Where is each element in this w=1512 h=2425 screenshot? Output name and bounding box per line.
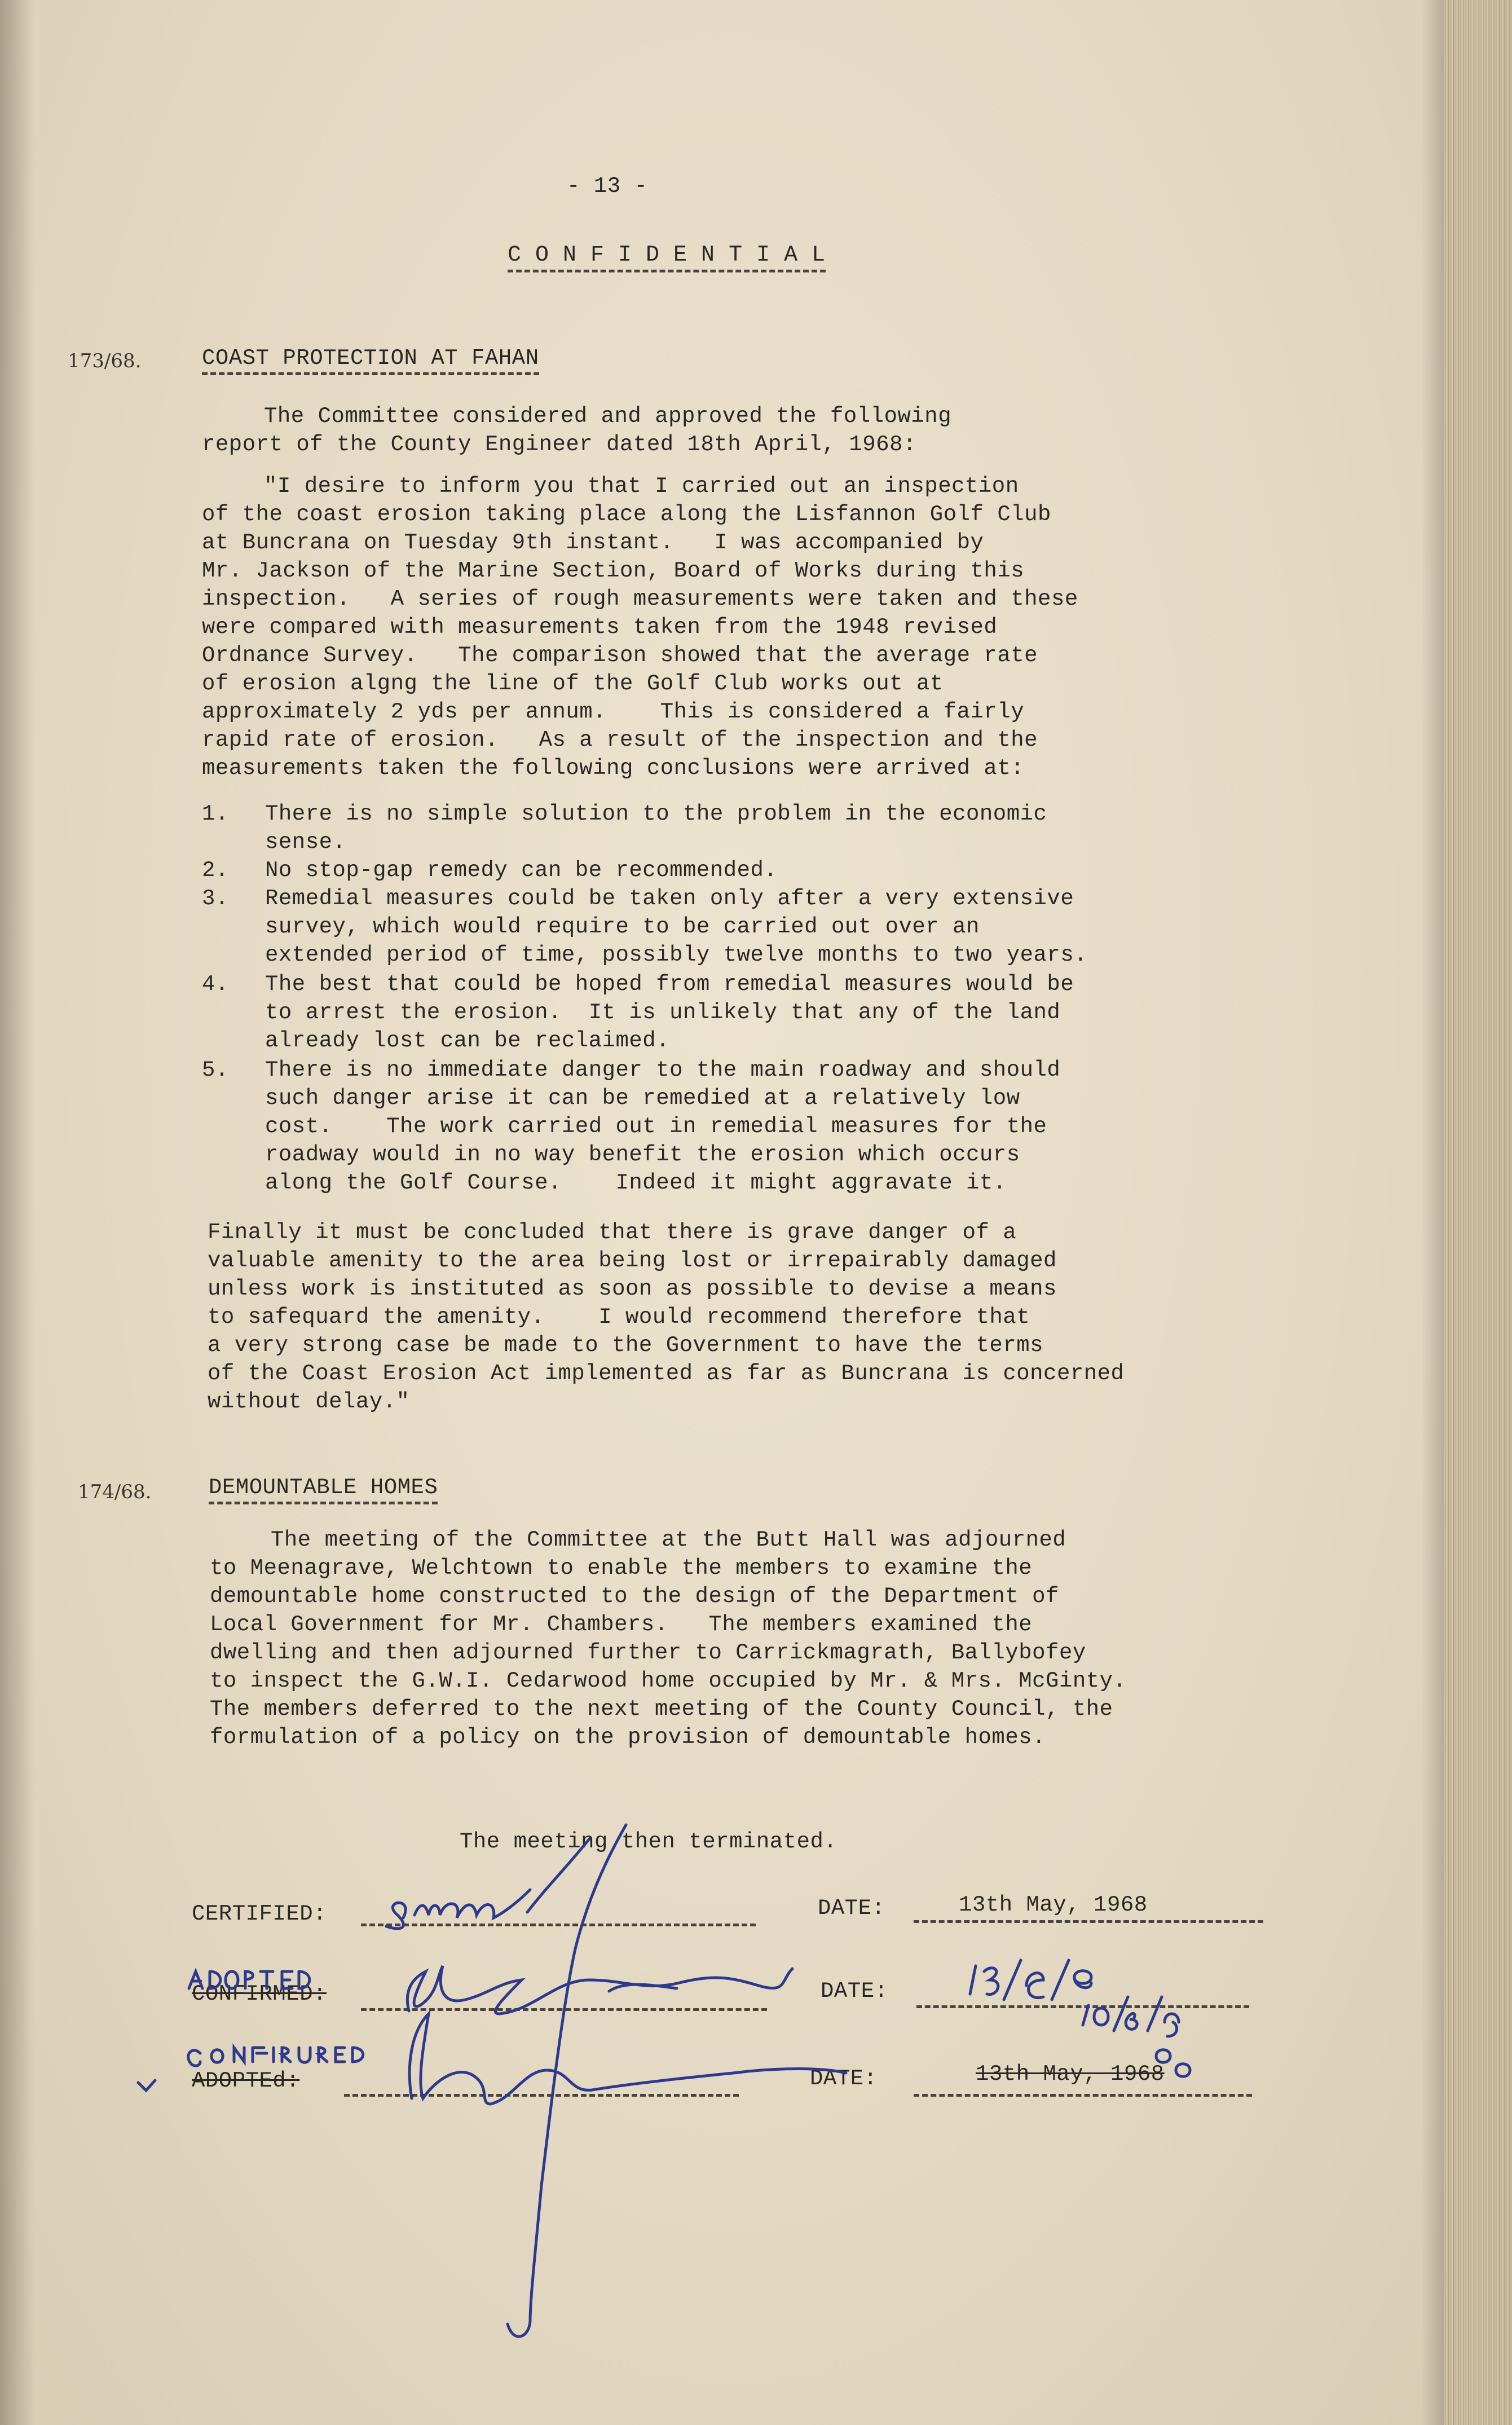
heading-demountable-homes: DEMOUNTABLE HOMES (209, 1473, 438, 1504)
adopted-date-label: DATE: (810, 2066, 878, 2091)
certified-label: CERTIFIED: (192, 1902, 327, 1926)
adopted-signature (409, 2014, 846, 2104)
adopted-date-handwritten-2 (1156, 2050, 1190, 2077)
confirmed-signature (407, 1966, 792, 2014)
list-item: There is no simple solution to the problem in the economic (265, 802, 1047, 826)
minute-ref-174: 174/68. (78, 1481, 152, 1503)
certified-date-label: DATE: (818, 1896, 885, 1921)
heading-coast-protection: COAST PROTECTION AT FAHAN (202, 344, 539, 375)
confirmed-date-handwritten-text (959, 1963, 1053, 1991)
list-item-number: 2. (202, 858, 229, 883)
adopted-date-struck: 13th May, 1968 (976, 2062, 1165, 2087)
list-item: There is no immediate danger to the main roadway and should (265, 1058, 1061, 1082)
list-item: Remedial measures could be taken only after a very extensive (265, 886, 1074, 911)
confirmed-date-label: DATE: (821, 1979, 888, 2004)
certified-signature (386, 1839, 589, 1929)
list-item-number: 5. (202, 1058, 229, 1082)
minute-ref-173: 173/68. (68, 350, 142, 372)
list-item-number: 1. (202, 802, 229, 826)
page-number: - 13 - (567, 174, 648, 199)
tick-mark (138, 2080, 155, 2090)
list-item: The best that could be hoped from remedial measures would be (265, 972, 1074, 997)
adopted-label-struck: ADOPTEd: (192, 2068, 300, 2093)
meeting-terminated: The meeting then terminated. (460, 1829, 837, 1854)
list-item-number: 4. (202, 972, 229, 997)
list-item-number: 3. (202, 886, 229, 911)
certified-date: 13th May, 1968 (959, 1893, 1148, 1917)
adopted-date-handwritten-text (1083, 2000, 1177, 2028)
confirmed-label-struck: CONFIRMED: (192, 1982, 327, 2006)
confirmed-label-handwritten-text (192, 2036, 313, 2065)
confidential-heading: C O N F I D E N T I A L (508, 241, 826, 272)
list-item: No stop-gap remedy can be recommended. (265, 858, 778, 883)
adopted-label-handwritten-text (189, 1963, 283, 1991)
